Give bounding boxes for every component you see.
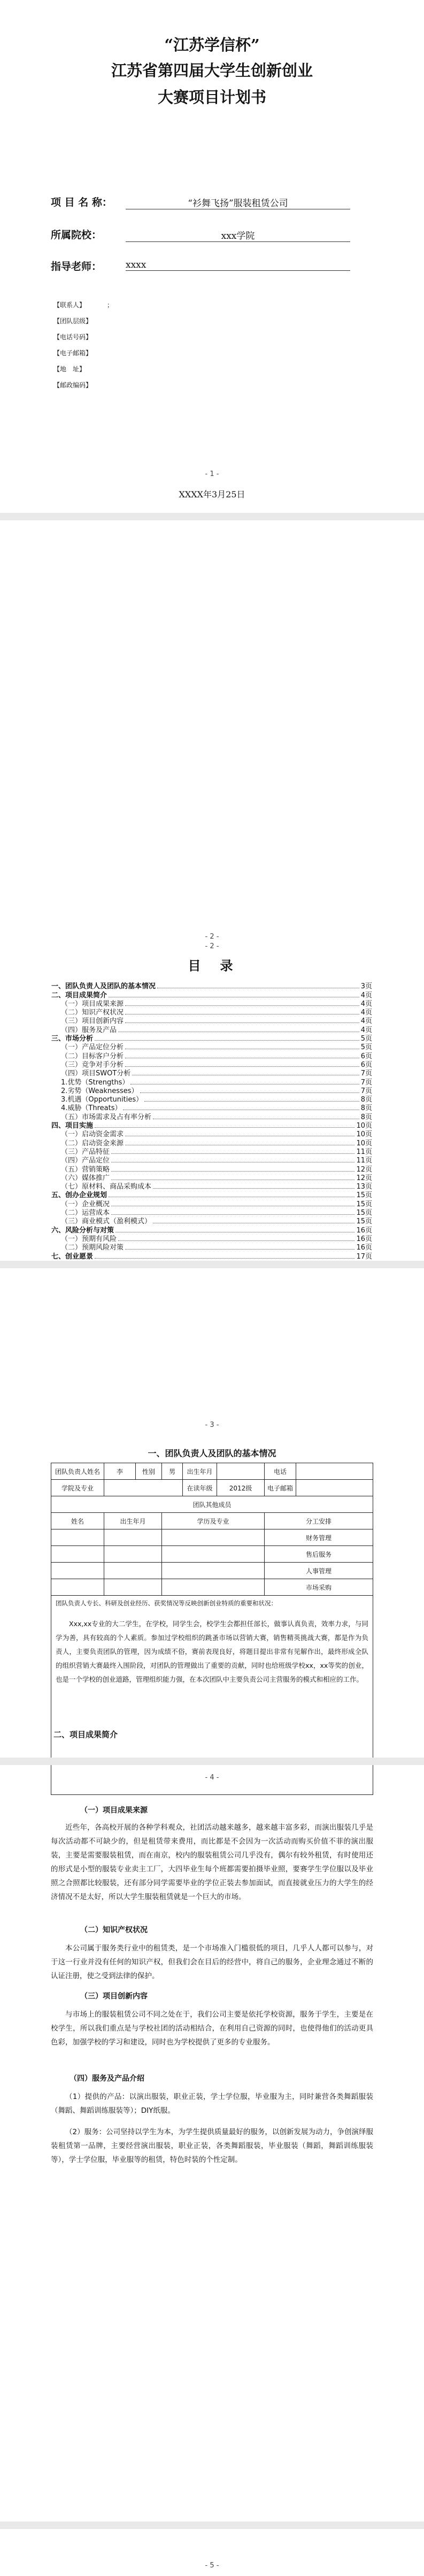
s3-title: （三）项目创新内容 (80, 1992, 148, 2001)
toc-leader-dots (95, 1127, 354, 1128)
s2-text (51, 1941, 373, 1983)
toc-entry-label: 四、项目实施 (51, 1122, 94, 1130)
cell-email (296, 1480, 373, 1496)
toc-entry-page: 3页 (360, 982, 372, 991)
toc-entry-label: （二）知识产权状况 (61, 1009, 124, 1017)
toc-entry-page: 16页 (356, 1244, 372, 1252)
cell-role: 人事管理 (265, 1563, 373, 1579)
form-field-team-level: 【团队层级】 (53, 317, 92, 325)
page-gap (0, 2522, 424, 2529)
project-name-label: 项 目 名 称： (51, 197, 112, 208)
toc-entry-page: 7页 (360, 1087, 372, 1095)
toc-entry-page: 8页 (360, 1113, 372, 1121)
team-section-title: 一、团队负责人及团队的基本情况 (148, 1448, 276, 1458)
toc-entry-page: 15页 (356, 1209, 372, 1217)
cell-role: 市场采购 (265, 1579, 373, 1596)
toc-entry-page: 17页 (356, 1252, 372, 1261)
s3-paragraph: 与市场上的服装租赁公司不同之处在于，我们公司主要是依托学校资源，服务于学生，主要是在校学生，所以我们重点是与学校社团的活动相结合，在利用自己资源的同时，也使得他们的活动更具色彩，加强学校的学习和建设，同时也为学校提供了更多的专业服务。 (51, 2010, 373, 2047)
toc-leader-dots (125, 1066, 359, 1067)
toc-leader-dots (111, 1214, 354, 1215)
toc-entry-label: 2.劣势（Weaknesses） (61, 1087, 138, 1095)
toc-entry-label: 七、创业愿景 (51, 1252, 94, 1261)
toc-entry-label: 一、团队负责人及团队的基本情况 (51, 982, 156, 991)
toc-entry-label: （五）营销策略 (61, 1165, 110, 1174)
cell-email-label: 电子邮箱 (265, 1480, 296, 1496)
s4-item: （1）提供的产品：以演出服装，职业正装，学士学位服，毕业服为主，同时兼营各类舞蹈服装（舞蹈、舞蹈训练服装等）；DIY纸服。 (51, 2093, 373, 2115)
toc-entry-label: （一）启动资金需求 (61, 1130, 124, 1139)
s1-paragraph: 近些年，各高校开展的各种学科观众，社团活动越来越多，越来越丰富多彩，而演出服装几乎是每次活动都不可缺少的，但是租赁带来费用，而比都是不会因为一次活动而购买价值不菲的演出服装，主要是需要服装租赁，而在南京，校内的服装租赁公司几乎没有，偶尔有较外租赁，有时使用还的形式是小型的服装专业卖主工厂，大四毕业生每个班都需要拍摄毕业照，要赛学生学位服以及毕业照之合照都比较服装，还有部分同学需要毕业的学位正装去参加面试，而直接就业压力的大学生的经济情况不是太好，所以大学生服装租赁就是一个巨大的市场。 (51, 1823, 373, 1901)
toc-entry-label: 五、创办企业规划 (51, 1191, 107, 1200)
s4-text (51, 2090, 373, 2167)
toc-entry-page: 12页 (356, 1174, 372, 1182)
page-number: - 2 - (205, 942, 219, 950)
toc-leader-dots (125, 1022, 359, 1023)
toc-entry-label: 3.机遇（Opportunities） (61, 1096, 143, 1104)
toc-entry-label: 三、市场分析 (51, 1035, 94, 1043)
form-field-contact: 【联系人】 ； (53, 301, 114, 309)
toc-entry-label: 六、风险分析与对策 (51, 1226, 114, 1235)
cell-col-role: 分工安排 (265, 1513, 373, 1529)
toc-entry-page: 11页 (356, 1148, 372, 1156)
toc-entry-label: （三）项目创新内容 (61, 1017, 124, 1026)
s3-text (51, 2008, 373, 2049)
toc-leader-dots (111, 1171, 354, 1172)
toc-entry-page: 11页 (356, 1157, 372, 1165)
cell-birth (217, 1463, 265, 1480)
cell-role: 财务管理 (265, 1529, 373, 1546)
cell-role: 售后服务 (265, 1546, 373, 1563)
toc-entry-label: 1.优势（Strengths） (61, 1078, 129, 1087)
toc-entry-label: （一）预期有风险 (61, 1235, 117, 1243)
toc-entry-label: 二、项目成果简介 (51, 991, 107, 1000)
advisor-label: 指导老师： (51, 261, 102, 272)
cell-major (104, 1480, 183, 1496)
page-number-toc: - 2 - (205, 933, 219, 941)
page-number-5: - 5 - (205, 2562, 219, 2570)
toc-leader-dots (144, 1101, 359, 1102)
toc-entry-label: （五）市场需求及占有率分析 (61, 1113, 152, 1121)
form-field-address: 【地 址】 (53, 365, 86, 373)
toc-list (51, 982, 372, 1261)
toc-entry-label: （七）原材料、商品采购成本 (61, 1183, 152, 1191)
project-name-value: “衫舞飞扬”服装租赁公司 (126, 196, 350, 209)
s1-title: （一）项目成果来源 (80, 1806, 148, 1815)
s4-title: （四）服务及产品介绍 (70, 2074, 144, 2083)
cell-col-name: 姓名 (51, 1513, 104, 1529)
cell-phone (296, 1463, 373, 1480)
toc-entry-label: （二）启动资金来源 (61, 1139, 124, 1148)
toc-entry-page: 8页 (360, 1096, 372, 1104)
page-number-team: - 3 - (205, 1421, 219, 1429)
page-toc (0, 520, 424, 1001)
toc-entry-page: 15页 (356, 1191, 372, 1200)
toc-entry-page: 7页 (360, 1070, 372, 1078)
toc-entry-page: 15页 (356, 1217, 372, 1226)
s4-item: （2）服务：公司坚持以学生为本，为学生提供质量最好的服务，以创新发展为动力，争创演绎服装租赁第一品牌，主要经营演出服装，职业正装，各类舞蹈服装，毕业服装（舞蹈，舞蹈训练服装等），学士学位服，毕业服等的租赁，特色时装的个性定制。 (51, 2128, 373, 2164)
toc-leader-dots (140, 1092, 359, 1093)
cell-major-label: 学院及专业 (51, 1480, 104, 1496)
toc-entry-page: 4页 (360, 1017, 372, 1026)
school-value: xxx学院 (126, 228, 350, 242)
toc-entry-page: 7页 (360, 1078, 372, 1087)
toc-entry[interactable] (51, 1112, 372, 1121)
page-gap (0, 1261, 424, 1268)
cell-grade: 2012级 (217, 1480, 265, 1496)
summary-section-title: 二、项目成果简介 (53, 1730, 118, 1739)
team-table (51, 1463, 373, 1795)
toc-leader-dots (95, 1040, 359, 1041)
form-field-phone: 【电话号码】 (53, 333, 92, 341)
toc-entry-label: （一）企业概况 (61, 1200, 110, 1208)
cover-title-competition: 江苏省第四届大学生创新创业 (111, 61, 313, 80)
s2-title: （二）知识产权状况 (80, 1926, 148, 1934)
s1-text (51, 1821, 373, 1904)
page-cover (0, 0, 424, 513)
toc-leader-dots (125, 1249, 354, 1250)
page-gap (0, 513, 424, 520)
toc-entry-page: 10页 (356, 1130, 372, 1139)
cell-col-birth: 出生年月 (104, 1513, 162, 1529)
form-field-email: 【电子邮箱】 (53, 349, 92, 357)
cell-phone-label: 电话 (265, 1463, 296, 1480)
profile-label: 团队负责人专长、科研及创业经历、获奖情况等反映创新创业特质的重要和状况： (56, 1599, 277, 1607)
toc-entry-page: 12页 (356, 1165, 372, 1174)
cell-members-header: 团队其他成员 (51, 1496, 373, 1513)
toc-entry-label: （三）商业模式（盈利模式） (61, 1217, 152, 1226)
advisor-value: xxxx (126, 260, 350, 271)
cover-title-plan: 大赛项目计划书 (157, 88, 266, 106)
toc-entry-page: 4页 (360, 1000, 372, 1008)
toc-entry-page: 13页 (356, 1183, 372, 1191)
toc-entry-label: （一）项目成果来源 (61, 1000, 124, 1008)
toc-leader-dots (118, 1240, 354, 1241)
toc-entry-label: （六）媒体推广 (61, 1174, 110, 1182)
toc-entry-label: （二）运营成本 (61, 1209, 110, 1217)
toc-entry-page: 10页 (356, 1139, 372, 1148)
toc-entry-page: 10页 (356, 1122, 372, 1130)
toc-leader-dots (111, 1153, 354, 1154)
toc-entry-page: 16页 (356, 1226, 372, 1235)
toc-entry-label: （四）项目SWOT分析 (61, 1070, 131, 1078)
cell-col-major: 学历及专业 (162, 1513, 265, 1529)
toc-entry-page: 5页 (360, 1043, 372, 1052)
toc-entry[interactable] (51, 1243, 372, 1252)
toc-entry-page: 4页 (360, 1009, 372, 1017)
toc-entry-label: （二）预期风险对策 (61, 1244, 124, 1252)
profile-text: Xxx,xx专业的大二学生，在学校，同学生会，校学生会都担任部长，做事认真负责，效率力求，与同学为善，具有较高的个人素质。参加过学校组织的跳蚤市场以营销大赛，销售精英挑战大赛，都是作为负责人，主要负责团队的管理，因为成绩不俗，赛前表现良好，将题目提出非常有见解作出，最终形成全队的组织营销大赛最终入围阶段，对团队的管理做出了重要的贡献，同时也给班级学校xx，xx等奖的创业，也是一个学校的创业道路，管理组织能力强，在本次团队中主要负责公司主营服务的模式和相应的工作。 (56, 1620, 368, 1683)
toc-entry-page: 4页 (360, 1026, 372, 1034)
toc-entry[interactable] (51, 1252, 372, 1260)
cell-leader-name: 李 (104, 1463, 136, 1480)
toc-entry-label: （三）竞争对手分析 (61, 1060, 124, 1069)
toc-entry-page: 16页 (356, 1235, 372, 1243)
toc-entry-label: （二）目标客户分析 (61, 1052, 124, 1060)
toc-entry-page: 5页 (360, 1035, 372, 1043)
toc-title: 目 录 (188, 958, 236, 973)
toc-entry-page: 4页 (360, 991, 372, 1000)
s2-paragraph: 本公司属于服务类行业中的租赁类，是一个市场准入门槛很低的项目，几乎人人都可以参与，对于这一行业并没有任何的知识产权，但我们会在目后的经营中，将自己的服务，企业理念通过不断的认证注册，使之受到法律的保护。 (51, 1944, 373, 1980)
toc-leader-dots (153, 1188, 354, 1189)
cell-grade-label: 在读年级 (183, 1480, 217, 1496)
toc-entry-page: 6页 (360, 1052, 372, 1060)
cover-title-cup: “江苏学信杯” (164, 36, 260, 54)
toc-entry[interactable] (51, 1025, 372, 1034)
toc-entry-page: 15页 (356, 1200, 372, 1208)
toc-entry-label: （四）产品定位 (61, 1157, 110, 1165)
cell-gender: 男 (162, 1463, 183, 1480)
cell-birth-label: 出生年月 (183, 1463, 217, 1480)
contact-form (53, 300, 113, 396)
toc-entry-label: （四）服务及产品 (61, 1026, 117, 1034)
toc-entry-label: 4.威胁（Threats） (61, 1104, 122, 1113)
cell-gender-label: 性别 (136, 1463, 162, 1480)
school-label: 所属院校： (51, 229, 102, 241)
toc-entry-label: （一）产品定位分析 (61, 1043, 124, 1052)
toc-leader-dots (95, 1258, 354, 1259)
form-field-postcode: 【邮政编码】 (53, 381, 92, 389)
toc-leader-dots (125, 1005, 359, 1006)
cell-leader-name-label: 团队负责人姓名 (51, 1463, 104, 1480)
toc-entry-page: 8页 (360, 1104, 372, 1113)
toc-entry-label: （三）产品特征 (61, 1148, 110, 1156)
page-number: - 1 - (205, 470, 219, 478)
cover-date: XXXX年3月25日 (179, 489, 245, 499)
page-number-summary: - 4 - (205, 1774, 219, 1782)
page-gap (0, 1758, 424, 1765)
toc-entry-page: 6页 (360, 1060, 372, 1069)
